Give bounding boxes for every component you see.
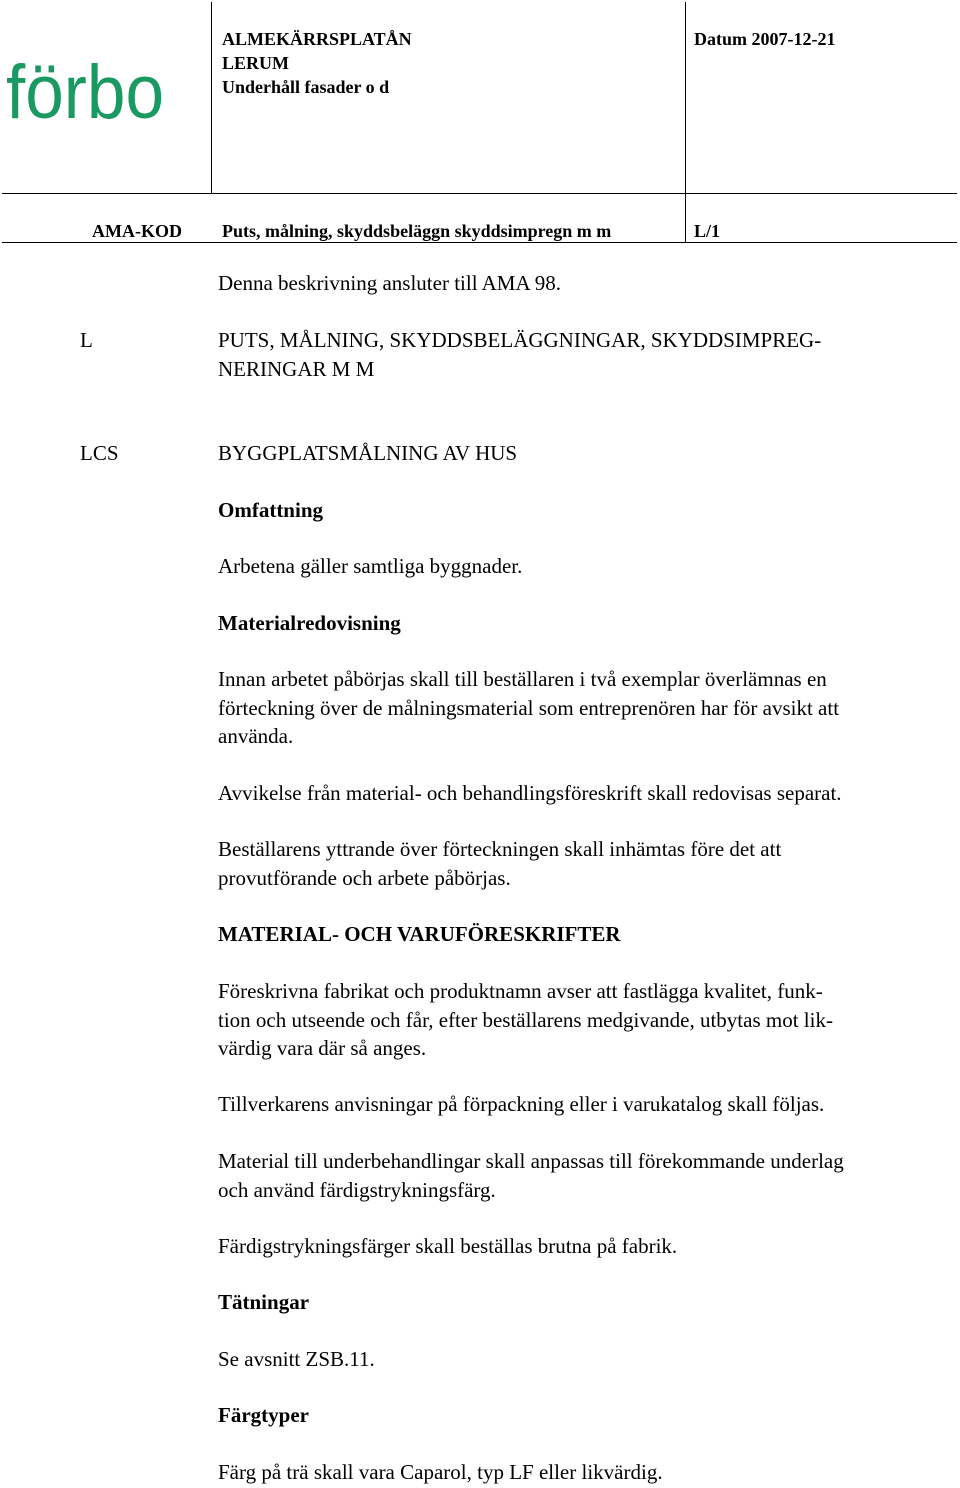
section-l-title-line1: PUTS, MÅLNING, SKYDDSBELÄGGNINGAR, SKYDDSIMPREG- bbox=[218, 328, 822, 352]
fargtyper-text: Färg på trä skall vara Caparol, typ LF eller likvärdig. bbox=[218, 1460, 663, 1484]
material-foreskrifter-p1 bbox=[218, 977, 833, 1063]
section-lcs-title: BYGGPLATSMÅLNING AV HUS bbox=[218, 441, 518, 465]
material-foreskrifter-p1-line1: Föreskrivna fabrikat och produktnamn avser att fastlägga kvalitet, funk- bbox=[218, 979, 823, 1003]
header-rule-top bbox=[2, 193, 957, 194]
materialredovisning-p1-line2: förteckning över de målningsmaterial som entreprenören har för avsikt att bbox=[218, 695, 840, 720]
ama-kod-label: AMA-KOD bbox=[92, 221, 182, 241]
heading-fargtyper: Färgtyper bbox=[218, 1403, 309, 1427]
section-code-l: L bbox=[80, 328, 93, 352]
heading-tatningar: Tätningar bbox=[218, 1290, 310, 1314]
section-l-title-line2: NERINGAR M M bbox=[218, 356, 375, 381]
project-scope: Underhåll fasader o d bbox=[222, 77, 390, 97]
tatningar-text: Se avsnitt ZSB.11. bbox=[218, 1347, 375, 1371]
material-foreskrifter-p3-line2: och använd färdigstrykningsfärg. bbox=[218, 1177, 496, 1202]
omfattning-text: Arbetena gäller samtliga byggnader. bbox=[218, 554, 523, 578]
materialredovisning-p1 bbox=[218, 665, 839, 751]
forbo-logo bbox=[6, 46, 166, 128]
materialredovisning-p3-line2: provutförande och arbete påbörjas. bbox=[218, 865, 511, 890]
project-name: ALMEKÄRRSPLATÅN bbox=[222, 29, 412, 49]
project-location: LERUM bbox=[222, 53, 289, 73]
materialredovisning-p2: Avvikelse från material- och behandlingsföreskrift skall redovisas separat. bbox=[218, 781, 842, 805]
material-foreskrifter-p3-line1: Material till underbehandlingar skall anpassas till förekommande underlag bbox=[218, 1149, 844, 1173]
material-foreskrifter-p2: Tillverkarens anvisningar på förpackning eller i varukatalog skall följas. bbox=[218, 1092, 825, 1116]
document-date: Datum 2007-12-21 bbox=[694, 29, 836, 49]
section-l-title bbox=[218, 326, 821, 383]
section-title: Puts, målning, skyddsbeläggn skyddsimpregn m m bbox=[222, 221, 612, 241]
material-foreskrifter-p1-line3: värdig vara där så anges. bbox=[218, 1036, 427, 1060]
material-foreskrifter-p3 bbox=[218, 1147, 844, 1204]
forbo-logo-text: förbo bbox=[6, 50, 164, 128]
intro-text: Denna beskrivning ansluter till AMA 98. bbox=[218, 271, 561, 295]
project-block bbox=[222, 27, 412, 99]
materialredovisning-p3 bbox=[218, 835, 781, 892]
section-code-lcs: LCS bbox=[80, 441, 119, 465]
materialredovisning-p1-line1: Innan arbetet påbörjas skall till beställaren i två exemplar överlämnas en bbox=[218, 667, 827, 691]
material-foreskrifter-p1-line2: tion och utseende och får, efter beställarens medgivande, utbytas mot lik- bbox=[218, 1007, 833, 1032]
header-divider-left bbox=[211, 2, 212, 194]
materialredovisning-p1-line3: använda. bbox=[218, 724, 294, 748]
heading-omfattning: Omfattning bbox=[218, 498, 323, 522]
materialredovisning-p3-line1: Beställarens yttrande över förteckningen skall inhämtas före det att bbox=[218, 837, 782, 861]
heading-material-foreskrifter: MATERIAL- OCH VARUFÖRESKRIFTER bbox=[218, 922, 621, 946]
material-foreskrifter-p4: Färdigstrykningsfärger skall beställas brutna på fabrik. bbox=[218, 1234, 678, 1258]
heading-materialredovisning: Materialredovisning bbox=[218, 611, 401, 635]
header-divider-right bbox=[685, 2, 686, 242]
page-reference: L/1 bbox=[694, 221, 721, 241]
